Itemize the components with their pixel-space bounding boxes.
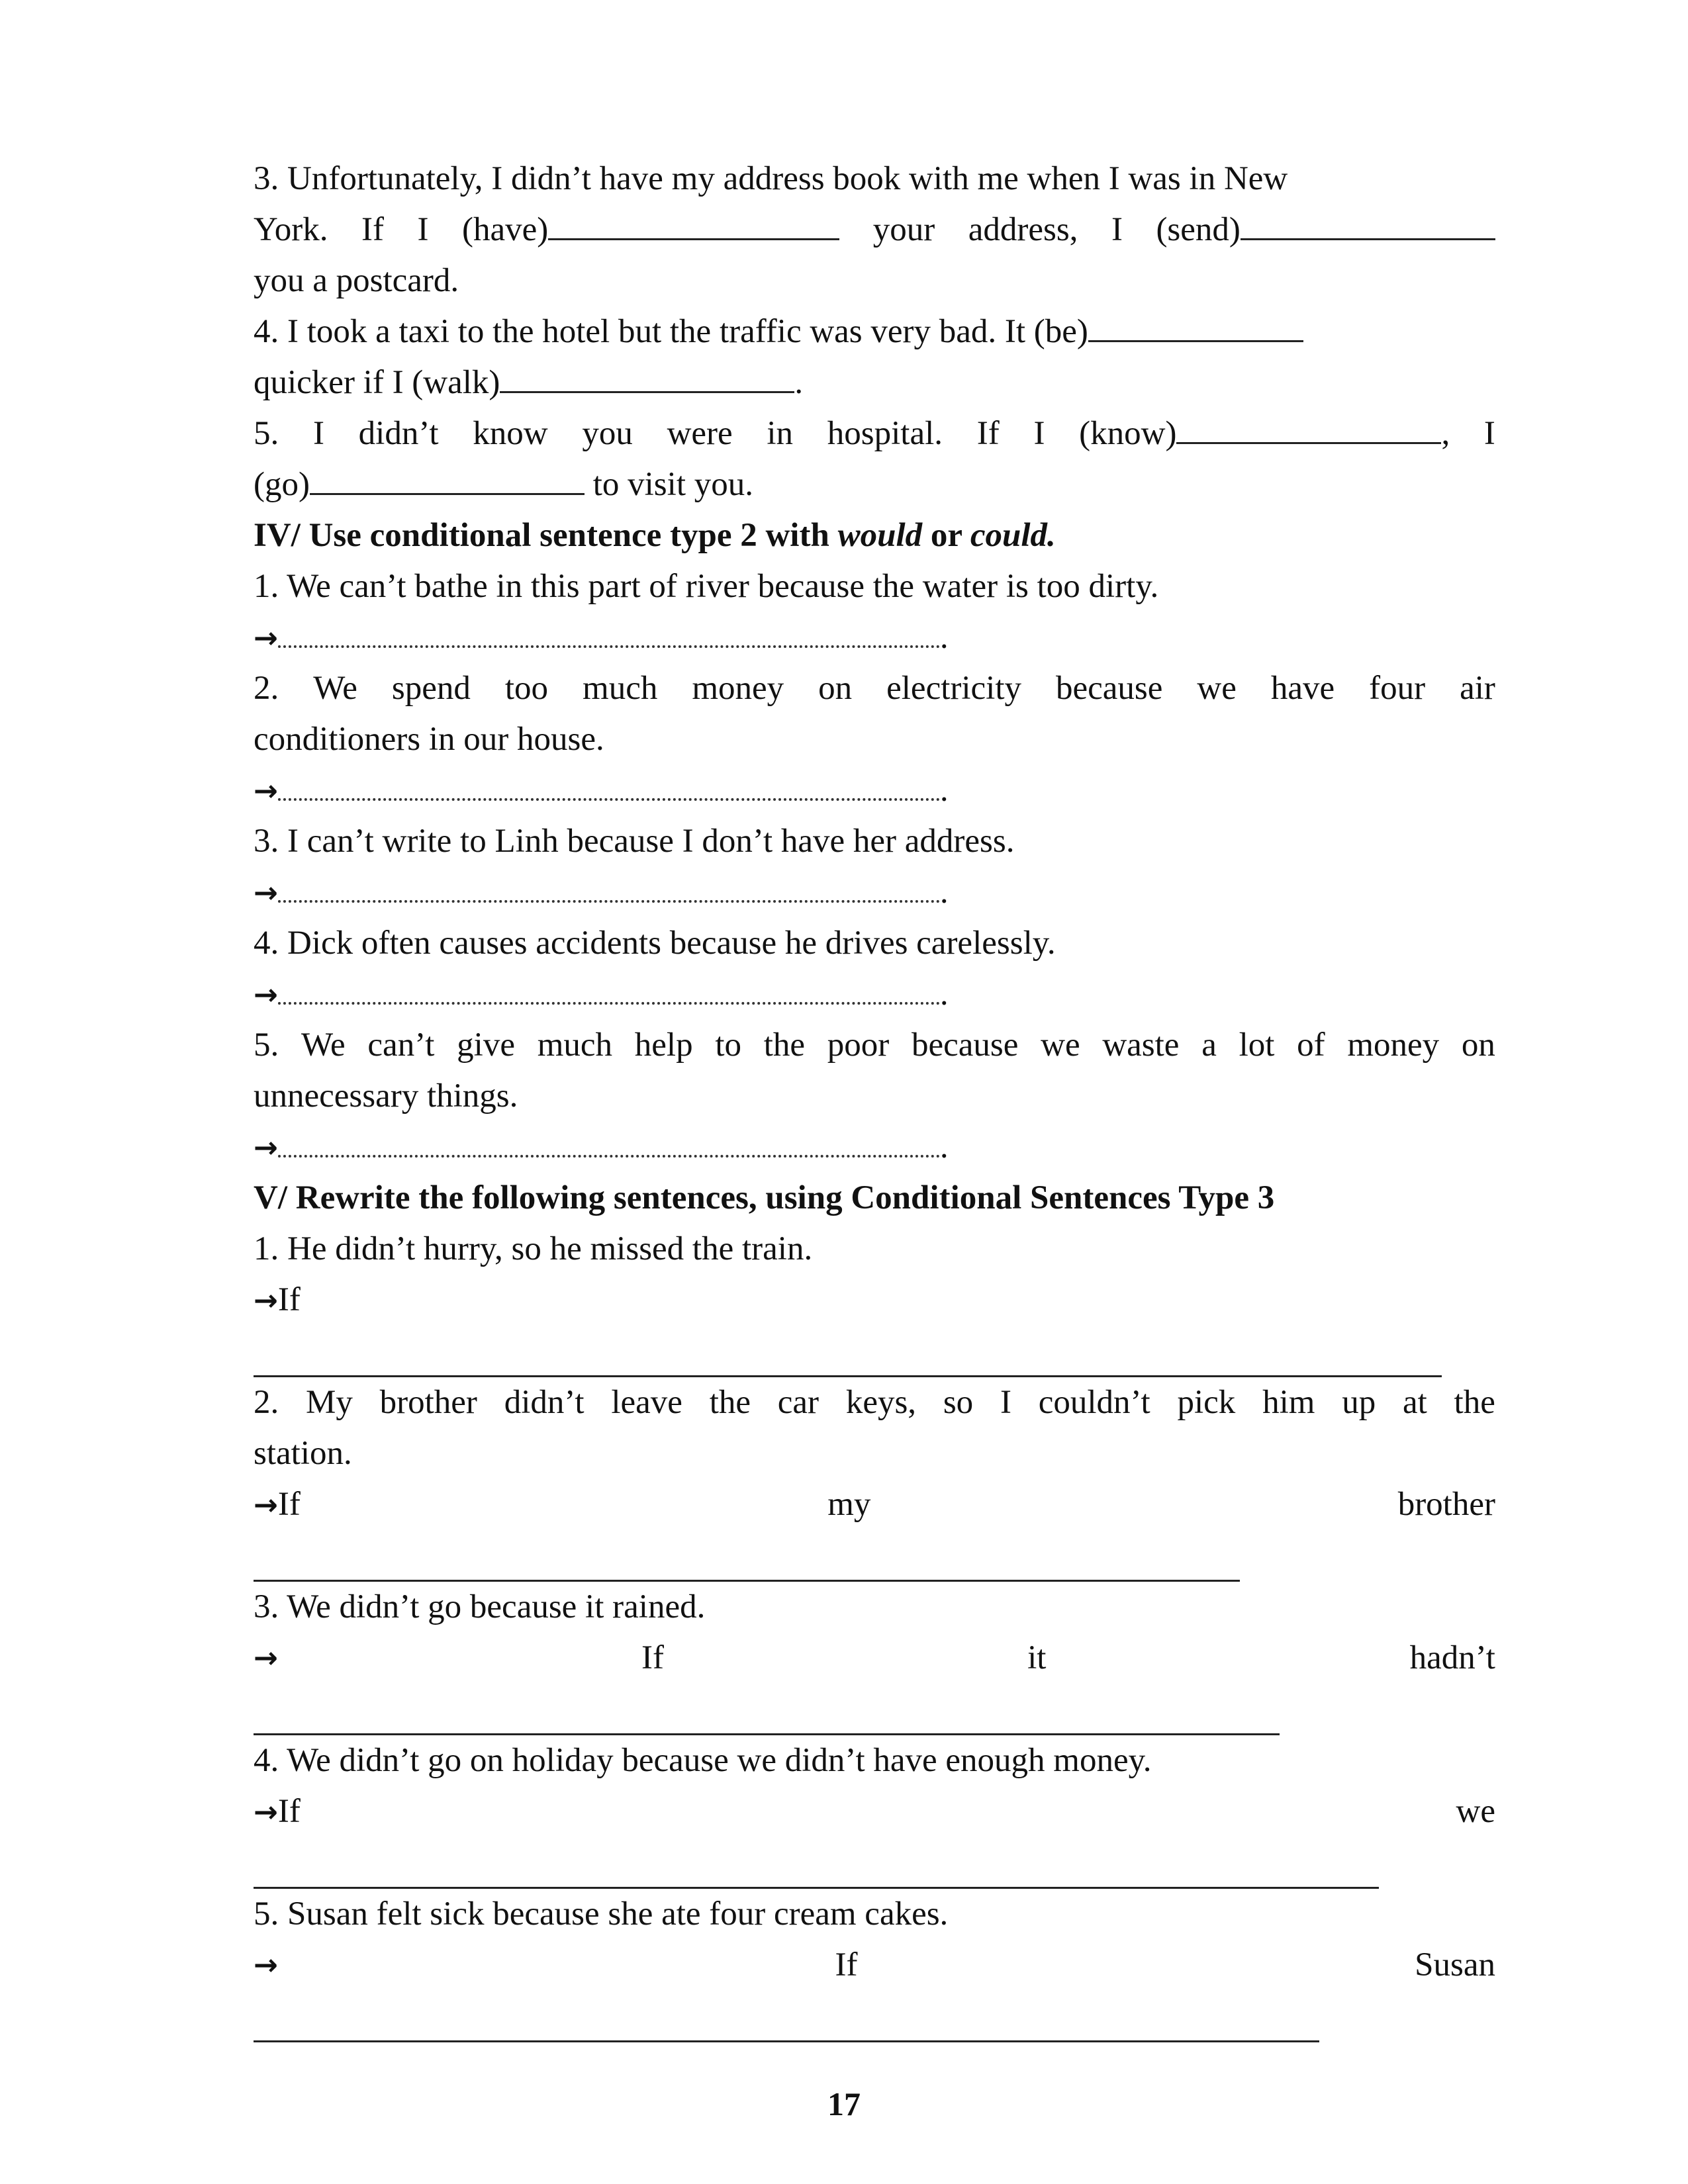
iv-q4-answer[interactable]: → . <box>254 976 949 1013</box>
v-q2-prompt: →If my brother <box>254 1486 1495 1523</box>
arrow-icon: → <box>254 1131 278 1165</box>
v-q1-answer-line[interactable] <box>254 1326 1442 1377</box>
iv-q3-answer[interactable]: → . <box>254 874 949 911</box>
q3-line3: you a postcard. <box>254 262 459 299</box>
q3-line1: 3. Unfortunately, I didn’t have my address book with me when I was in New <box>254 160 1288 197</box>
v-q3-prompt: → If it hadn’t <box>254 1633 1495 1684</box>
iv-q5-line1: 5. We can’t give much help to the poor because we waste a lot of money on <box>254 1026 1495 1064</box>
v-q5-answer-line[interactable] <box>254 1991 1319 2042</box>
q4-line1: 4. I took a taxi to the hotel but the traffic was very bad. It (be) <box>254 306 1495 357</box>
arrow-icon: → <box>254 1948 278 1982</box>
blank-go[interactable] <box>310 467 585 495</box>
section-v-heading: V/ Rewrite the following sentences, using Conditional Sentences Type 3 <box>254 1179 1275 1216</box>
answer-dots[interactable] <box>278 976 940 1005</box>
iv-q5-answer[interactable]: → . <box>254 1128 949 1165</box>
arrow-icon: → <box>254 1796 278 1829</box>
blank-know[interactable] <box>1176 416 1441 444</box>
answer-dots[interactable] <box>278 619 940 648</box>
v-q5-prompt: → If Susan <box>254 1940 1495 1991</box>
blank-send[interactable] <box>1241 212 1495 240</box>
iv-q4: 4. Dick often causes accidents because he drives carelessly. <box>254 925 1056 962</box>
iv-q3: 3. I can’t write to Linh because I don’t have her address. <box>254 823 1015 860</box>
q4-line2: quicker if I (walk) . <box>254 364 804 401</box>
iv-q5-line2: unnecessary things. <box>254 1077 518 1115</box>
iv-q2-line2: conditioners in our house. <box>254 721 604 758</box>
section-iv-heading: IV/ Use conditional sentence type 2 with would or could. <box>254 517 1056 554</box>
v-q2-line2: station. <box>254 1435 352 1472</box>
worksheet-page <box>254 154 1495 2042</box>
v-q1: 1. He didn’t hurry, so he missed the train. <box>254 1230 813 1267</box>
iv-q2-line1: 2. We spend too much money on electricity because we have four air <box>254 670 1495 707</box>
answer-dots[interactable] <box>278 772 940 801</box>
iv-q2-answer[interactable]: → . <box>254 772 949 809</box>
q3-line2: York. If I (have) your address, I (send) <box>254 205 1495 255</box>
v-q5: 5. Susan felt sick because she ate four cream cakes. <box>254 1895 949 1933</box>
page-number: 17 <box>827 2085 861 2122</box>
v-q2-line1: 2. My brother didn’t leave the car keys, so I couldn’t pick him up at the <box>254 1384 1495 1421</box>
arrow-icon: → <box>254 978 278 1012</box>
q5-line1: 5. I didn’t know you were in hospital. If I (know) , I <box>254 415 1495 452</box>
iv-q1-answer[interactable]: → . <box>254 619 949 656</box>
arrow-icon: → <box>254 1284 278 1318</box>
v-q1-prompt: →If <box>254 1281 301 1318</box>
answer-dots[interactable] <box>278 874 940 903</box>
arrow-icon: → <box>254 876 278 910</box>
arrow-icon: → <box>254 1488 278 1522</box>
blank-walk[interactable] <box>500 365 794 393</box>
q5-line2: (go) to visit you. <box>254 466 753 503</box>
v-q4-prompt: →If we <box>254 1793 1495 1830</box>
iv-q1: 1. We can’t bathe in this part of river because the water is too dirty. <box>254 568 1159 605</box>
arrow-icon: → <box>254 774 278 808</box>
v-q3: 3. We didn’t go because it rained. <box>254 1588 706 1625</box>
v-q4-answer-line[interactable] <box>254 1837 1379 1889</box>
v-q3-answer-line[interactable] <box>254 1684 1280 1735</box>
arrow-icon: → <box>254 1641 278 1675</box>
blank-have[interactable] <box>548 212 839 240</box>
answer-dots[interactable] <box>278 1128 940 1158</box>
v-q2-answer-line[interactable] <box>254 1530 1240 1582</box>
arrow-icon: → <box>254 621 278 655</box>
v-q4: 4. We didn’t go on holiday because we didn’t have enough money. <box>254 1742 1152 1779</box>
blank-be[interactable] <box>1088 314 1303 342</box>
